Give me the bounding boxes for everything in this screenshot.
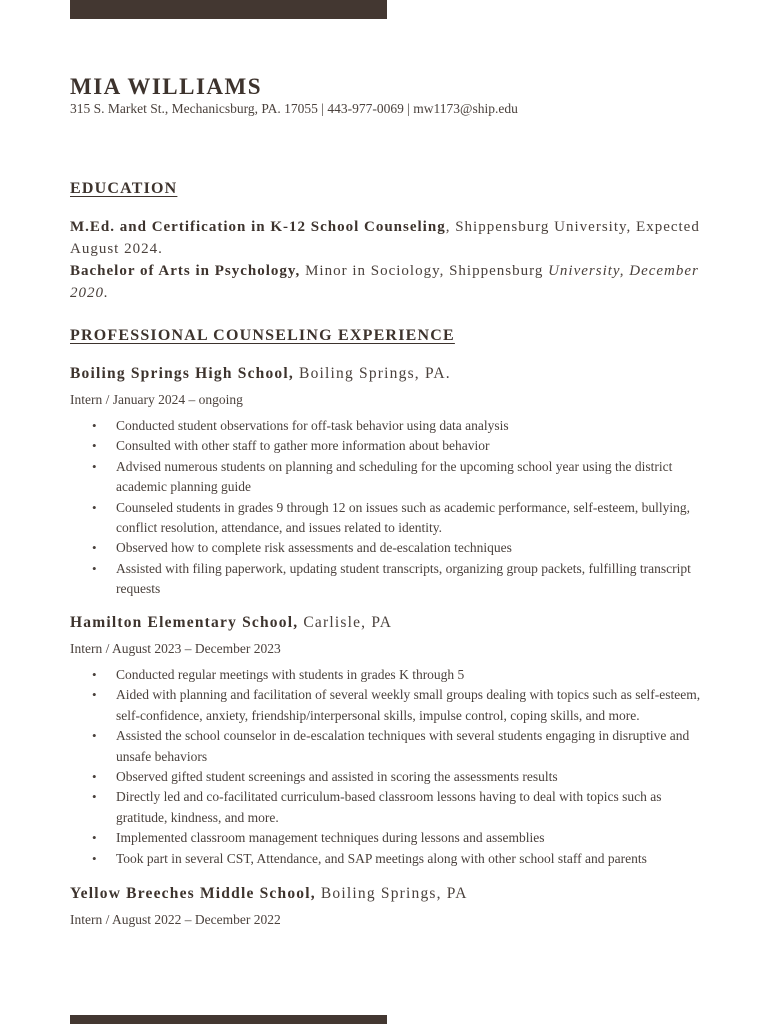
job-role: Intern / August 2022 – December 2022	[70, 912, 281, 927]
job-heading	[70, 614, 392, 632]
job-role: Intern / August 2023 – December 2023	[70, 641, 281, 656]
degree-details: , Shippensburg University, Expected August 2024.	[70, 219, 700, 257]
degree-title: Bachelor of Arts in Psychology,	[70, 263, 301, 279]
school-location: Carlisle, PA	[298, 614, 393, 631]
job-heading	[70, 365, 451, 383]
top-decorative-bar	[70, 0, 387, 19]
contact-info: 315 S. Market St., Mechanicsburg, PA. 17055 | 443-977-0069 | mw1173@ship.edu	[70, 101, 518, 116]
list-item: • Consulted with other staff to gather more information about behavior	[70, 436, 710, 456]
list-item: • Advised numerous students on planning and scheduling for the upcoming school year using the district academic planning guide	[70, 457, 710, 498]
job-bullet-list	[70, 416, 710, 600]
school-name: Boiling Springs High School,	[70, 365, 294, 382]
job-bullet-list	[70, 665, 710, 869]
list-item: • Conducted student observations for off-task behavior using data analysis	[70, 416, 710, 436]
list-item: • Took part in several CST, Attendance, and SAP meetings along with other school staff and parents	[70, 849, 710, 869]
school-location: Boiling Springs, PA.	[293, 365, 451, 382]
list-item: • Observed gifted student screenings and assisted in scoring the assessments results	[70, 767, 710, 787]
section-title-experience: PROFESSIONAL COUNSELING EXPERIENCE	[70, 327, 455, 344]
job-role: Intern / January 2024 – ongoing	[70, 392, 243, 407]
list-item: • Aided with planning and facilitation of several weekly small groups dealing with topics such as self-esteem, self-confidence, anxiety, friendship/interpersonal skills, impulse control, coping skills, and more.	[70, 685, 710, 726]
list-item: • Observed how to complete risk assessments and de-escalation techniques	[70, 538, 710, 558]
section-title-education: EDUCATION	[70, 180, 178, 197]
list-item: • Implemented classroom management techniques during lessons and assemblies	[70, 828, 710, 848]
bottom-decorative-bar	[70, 1015, 387, 1024]
list-item: • Conducted regular meetings with students in grades K through 5	[70, 665, 710, 685]
degree-title: M.Ed. and Certification in K-12 School Counseling	[70, 219, 446, 235]
degree-details: Minor in Sociology, Shippensburg	[300, 263, 549, 279]
list-item: • Assisted with filing paperwork, updating student transcripts, organizing group packets, fulfilling transcript requests	[70, 559, 710, 600]
list-item: • Assisted the school counselor in de-escalation techniques with several students engaging in disruptive and unsafe behaviors	[70, 726, 710, 767]
degree-details-italic: University, December 2020.	[70, 263, 699, 301]
school-name: Hamilton Elementary School,	[70, 614, 299, 631]
job-heading	[70, 885, 468, 903]
school-name: Yellow Breeches Middle School,	[70, 885, 316, 902]
education-entry	[70, 260, 700, 304]
candidate-name: MIA WILLIAMS	[70, 74, 263, 99]
school-location: Boiling Springs, PA	[315, 885, 468, 902]
list-item: • Counseled students in grades 9 through 12 on issues such as academic performance, self-esteem, bullying, conflict resolution, attendance, and issues related to identity.	[70, 498, 710, 539]
education-entry	[70, 216, 700, 260]
list-item: • Directly led and co-facilitated curriculum-based classroom lessons having to deal with topics such as gratitude, kindness, and more.	[70, 787, 710, 828]
